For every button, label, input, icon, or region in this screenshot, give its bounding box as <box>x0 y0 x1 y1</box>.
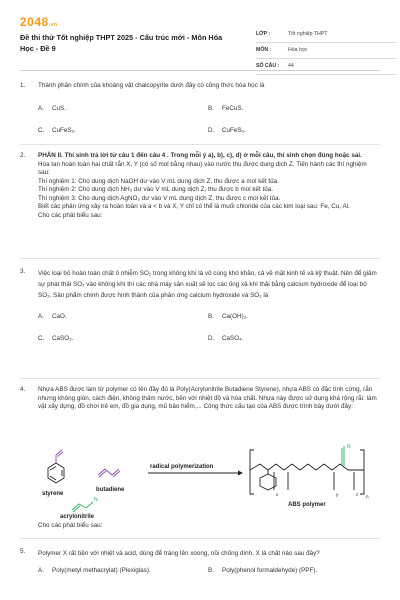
question-separator <box>20 378 380 379</box>
logo-text: 2048 <box>20 15 49 29</box>
meta-row-count <box>256 59 396 75</box>
nitrile-n-label: N <box>94 497 98 503</box>
option-d[interactable] <box>208 127 246 136</box>
butadiene-structure <box>98 469 120 477</box>
question-separator <box>20 538 380 539</box>
question-4 <box>20 386 380 412</box>
option-text: CaO. <box>52 313 67 321</box>
question-number: 1. <box>20 82 26 89</box>
option-a[interactable] <box>38 567 151 576</box>
meta-row-subject <box>256 43 396 59</box>
index-n: n <box>366 494 369 499</box>
option-text: Poly(phenol formaldehyde) (PPF). <box>222 567 318 575</box>
question-line: Biết các phản ứng xảy ra hoàn toàn và a < b và X, Y chỉ có thể là muối chloride của các kim loại sau: Fe, Cu, Al. <box>38 203 350 210</box>
option-d[interactable] <box>208 335 243 344</box>
question-3 <box>20 268 380 341</box>
option-b[interactable] <box>208 567 317 576</box>
question-5 <box>20 548 380 575</box>
question-line: Thí nghiệm 1: Cho dung dịch NaOH dư vào V mL dung dịch Z, thu được a mol kết tủa. <box>38 177 279 185</box>
option-text: CuFeS₂. <box>52 126 76 134</box>
option-key: B. <box>208 104 214 112</box>
option-c[interactable] <box>38 127 76 136</box>
index-z: z <box>356 492 359 497</box>
acrylonitrile-structure <box>72 502 93 512</box>
question-text: Nhựa ABS được làm từ polymer có tên đầy đủ là Poly(Acrylonitrile Butadiene Styrene), nhựa ABS có đặc tính cứng, rắn nhưng không giòn, cách điện, không thấm nước, bền với nhiệt độ và hóa chất. Nhựa này được sử dụng khá rộng rãi: làm vật xây dựng, đồ chơi trẻ em, đồ gia dụng, mũ bảo hiểm,... Công thức cấu tạo của ABS được trình bày dưới đây: <box>38 386 377 410</box>
option-key: C. <box>38 335 45 343</box>
index-y: y <box>336 492 339 497</box>
option-key: A. <box>38 313 44 321</box>
exam-title: Đề thi thử Tốt nghiệp THPT 2025 - Cấu trúc mới - Môn Hóa Học - Đề 9 <box>20 33 223 53</box>
section-heading: PHẦN II. Thí sinh trả lời từ câu 1 đến câu 4 . Trong mỗi ý a), b), c), d) ở mỗi câu, thí sinh chọn đúng hoặc sai. <box>38 152 362 159</box>
polymer-n-label: N <box>347 444 351 450</box>
logo-suffix: .vn <box>48 22 58 28</box>
question-text: Thành phần chính của khoáng vật chalcopyrite dưới đây có công thức hóa học là <box>38 82 265 89</box>
question-line: Cho các phát biểu sau: <box>38 211 103 219</box>
question-1 <box>20 82 380 134</box>
option-key: A. <box>38 104 44 112</box>
question-4-footer <box>20 522 380 531</box>
option-text: CaSO₃. <box>52 335 74 343</box>
question-line: Cho các phát biểu sau: <box>38 522 103 529</box>
arrow-head-icon <box>238 471 243 476</box>
option-b[interactable] <box>208 313 248 322</box>
arrow-label: radical polymerization <box>150 464 214 470</box>
option-text: CuFeS₃. <box>222 126 246 134</box>
answer-options <box>38 559 380 575</box>
option-key: B. <box>208 313 214 321</box>
answer-options <box>38 91 380 134</box>
page-header <box>20 14 380 70</box>
meta-label: LỚP : <box>256 30 271 37</box>
option-text: FeCuS. <box>222 104 244 112</box>
styrene-label: styrene <box>42 491 64 497</box>
option-c[interactable] <box>38 335 73 344</box>
index-x: x <box>276 492 279 497</box>
option-text: CaSO₄. <box>222 335 244 343</box>
question-separator <box>20 144 380 145</box>
option-a[interactable] <box>38 105 66 114</box>
question-number: 3. <box>20 268 26 275</box>
answer-options <box>38 301 380 341</box>
option-key: D. <box>208 126 215 134</box>
question-line: Thí nghiệm 2: Cho dung dịch NH₃ dư vào V mL dung dịch Z, thu được b mol kết tủa. <box>38 186 274 193</box>
abs-polymer-structure <box>250 446 364 494</box>
question-separator <box>20 258 380 259</box>
meta-value: Tốt nghiệp THPT <box>288 30 328 37</box>
abs-polymerization-scheme <box>38 440 368 518</box>
question-2 <box>20 152 380 220</box>
question-number: 4. <box>20 386 26 393</box>
option-text: Ca(OH)₂. <box>222 313 248 321</box>
option-key: B. <box>208 567 214 575</box>
question-number: 2. <box>20 152 26 159</box>
styrene-structure <box>48 450 64 483</box>
option-text: Poly(metyl methacrylat) (Plexiglas). <box>52 567 151 575</box>
question-line: Hòa tan hoàn toàn hai chất rắn X, Y (có số mol bằng nhau) vào nước thu được dung dịch Z. Tiến hành các thí nghiệm sau: <box>38 160 367 176</box>
meta-value: Hóa học <box>288 46 308 53</box>
question-line: Thí nghiệm 3: Cho dung dịch AgNO₃ dư vào V mL dung dịch Z, thu được c mol kết tủa. <box>38 194 281 202</box>
option-a[interactable] <box>38 313 67 322</box>
meta-row-class <box>256 27 396 43</box>
product-label: ABS polymer <box>288 502 326 508</box>
question-number: 5. <box>20 548 26 555</box>
header-divider <box>20 70 380 71</box>
butadiene-label: butadiene <box>96 487 125 493</box>
option-text: CuS. <box>52 104 66 112</box>
option-b[interactable] <box>208 105 243 114</box>
question-text: Việc loại bỏ hoàn toàn chất ô nhiễm SO₂ trong không khí là vô cùng khó khăn, cả về mặt kinh tế và kỹ thuật. Nên để giảm sự phát thải SO₂ vào không khí thì các nhà máy sản xuất sẽ lọc các ống xả khí thải bằng calcium hydroxide để loại bỏ SO₂. Sản phẩm chính được hình thành của phản ứng calcium hydroxide và SO₂ là <box>38 270 377 300</box>
option-key: C. <box>38 126 45 134</box>
meta-label: MÔN : <box>256 46 272 53</box>
question-text: Polymer X rất bền với nhiệt và acid, dùng để tráng lên xoong, nồi chống dính. X là chất nào sau đây? <box>38 550 320 557</box>
option-key: D. <box>208 335 215 343</box>
acrylonitrile-label: acrylonitrile <box>60 514 95 520</box>
meta-value: 44 <box>288 62 294 69</box>
meta-label: SỐ CÂU : <box>256 62 280 69</box>
exam-meta-table <box>256 27 396 75</box>
option-key: A. <box>38 567 44 575</box>
site-logo[interactable] <box>20 14 57 30</box>
